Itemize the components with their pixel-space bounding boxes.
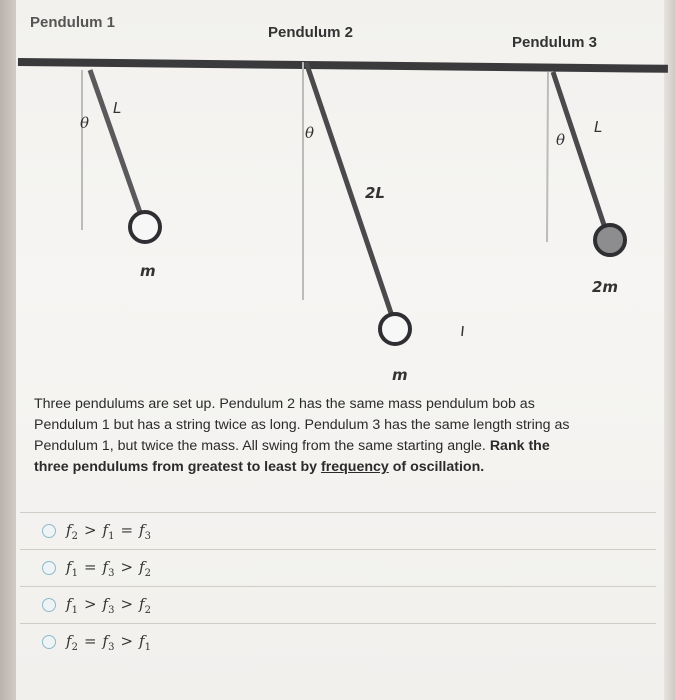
choice-label[interactable]: $f_2 > f_1 = f_3$ (66, 520, 151, 542)
pendulum-1-label: Pendulum 1 (30, 14, 116, 31)
choice-label[interactable]: $f_1 > f_3 > f_2$ (66, 594, 151, 616)
p2-bob (380, 314, 410, 344)
radio-button[interactable] (42, 561, 56, 575)
p3-bob (595, 225, 625, 255)
question-text (34, 394, 654, 478)
radio-button[interactable] (42, 598, 56, 612)
p3-mass-label: 2m (592, 278, 619, 296)
question-line-2: Pendulum 1 but has a string twice as long. Pendulum 3 has the same length string as (34, 417, 570, 433)
question-line-3-bold: Rank the (489, 438, 550, 454)
stray-mark (462, 326, 463, 336)
question-line-4-bold-a: three pendulums from greatest to least by (34, 459, 318, 475)
p1-length-label: L (113, 99, 122, 117)
p1-string (90, 70, 143, 221)
choice-label[interactable]: $f_2 = f_3 > f_1$ (66, 631, 151, 653)
p2-mass-label: m (392, 366, 408, 384)
p3-angle-label: θ (556, 131, 566, 149)
pendulum-3-label: Pendulum 3 (512, 34, 598, 51)
question-line-1: Three pendulums are set up. Pendulum 2 has the same mass pendulum bob as (34, 396, 535, 412)
p2-length-label: 2L (365, 184, 385, 202)
frequency-underlined: frequency (320, 459, 389, 475)
p1-angle-label: θ (80, 114, 90, 132)
answer-choice[interactable] (20, 623, 656, 660)
p3-string (553, 72, 605, 228)
p1-mass-label: m (140, 262, 156, 280)
p1-bob (130, 212, 160, 242)
p3-vertical-reference (547, 72, 548, 242)
answer-choice[interactable] (20, 586, 656, 623)
question-line-4-bold-b: of oscillation. (392, 459, 485, 475)
pendulum-2-label: Pendulum 2 (268, 24, 354, 41)
answer-choice[interactable] (20, 512, 656, 549)
answer-choice[interactable] (20, 549, 656, 586)
radio-button[interactable] (42, 524, 56, 538)
answer-choices (20, 512, 656, 660)
question-line-3-plain: Pendulum 1, but twice the mass. All swing from the same starting angle. (34, 438, 486, 454)
p2-angle-label: θ (305, 124, 315, 142)
p3-length-label: L (594, 118, 603, 136)
question-line-3 (34, 436, 654, 457)
radio-button[interactable] (42, 635, 56, 649)
question-line-4 (34, 457, 654, 478)
choice-label[interactable]: $f_1 = f_3 > f_2$ (66, 557, 151, 579)
